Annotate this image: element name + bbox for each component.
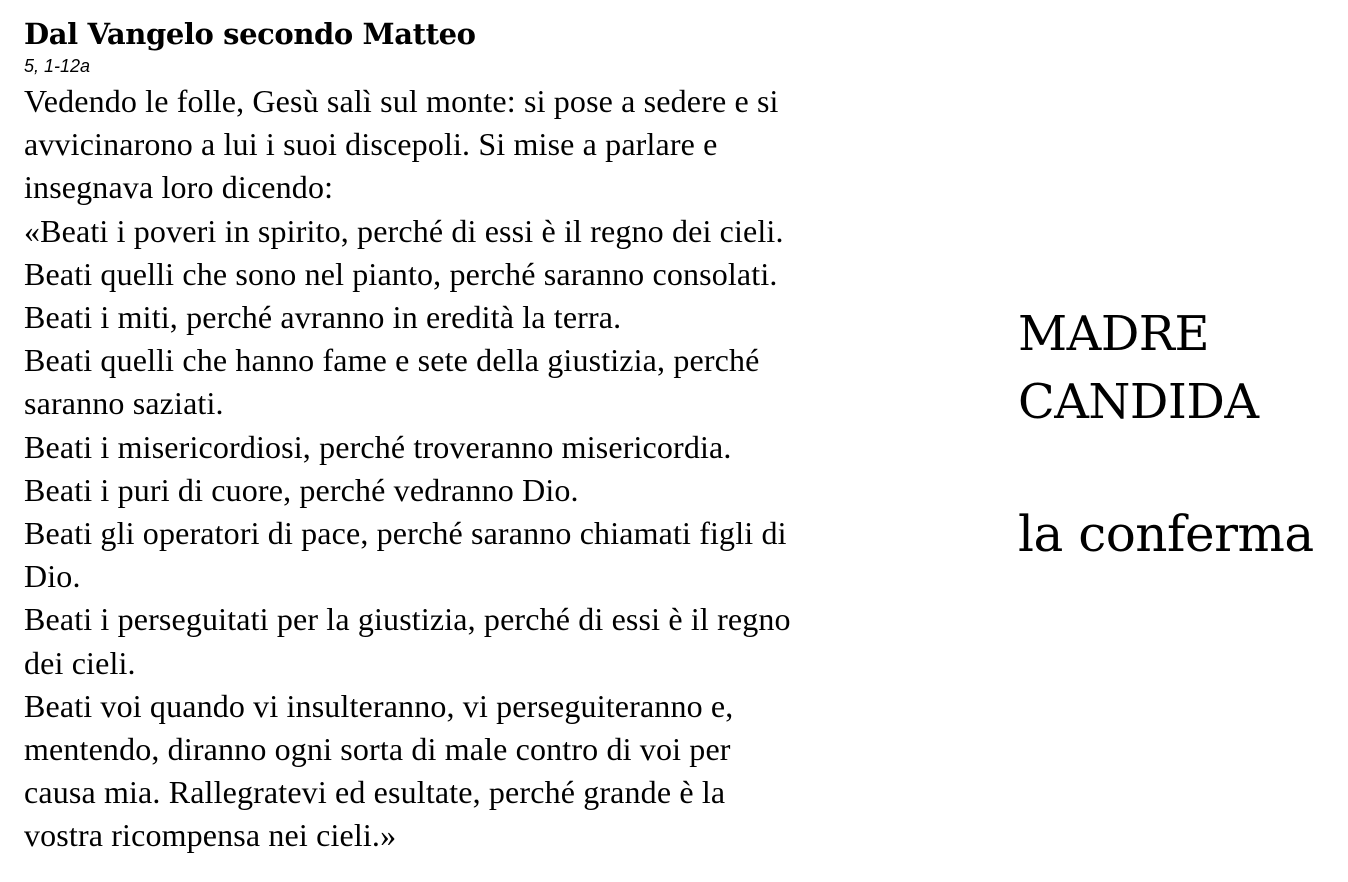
caption-event: la conferma bbox=[1018, 505, 1314, 563]
verse-line: Beati i perseguitati per la giustizia, perché di essi è il regno bbox=[24, 601, 791, 638]
verse-line: Dio. bbox=[24, 558, 81, 595]
verse-line: mentendo, diranno ogni sorta di male contro di voi per bbox=[24, 731, 731, 768]
verse-line: Beati i puri di cuore, perché vedranno Dio. bbox=[24, 471, 579, 508]
verse-line: Beati quelli che sono nel pianto, perché saranno consolati. bbox=[24, 255, 778, 292]
reading-reference: 5, 1-12a bbox=[24, 56, 91, 76]
verse-line: Beati i misericordiosi, perché troveranno misericordia. bbox=[24, 428, 732, 465]
verse-list bbox=[24, 80, 954, 858]
caption-name-line-2: CANDIDA bbox=[1018, 374, 1259, 430]
verse-line: saranno saziati. bbox=[24, 385, 224, 422]
gospel-reading bbox=[24, 14, 954, 858]
verse-line: Vedendo le folle, Gesù salì sul monte: si pose a sedere e si bbox=[24, 83, 779, 119]
verse-line: Beati i miti, perché avranno in eredità la terra. bbox=[24, 299, 622, 336]
verse-line: «Beati i poveri in spirito, perché di essi è il regno dei cieli. bbox=[24, 212, 784, 249]
verse-line: insegnava loro dicendo: bbox=[24, 169, 334, 206]
verse-line: dei cieli. bbox=[24, 644, 136, 681]
sidebar-caption bbox=[1018, 300, 1338, 564]
verse-line: Beati quelli che hanno fame e sete della giustizia, perché bbox=[24, 342, 760, 379]
caption-name-line-1: MADRE bbox=[1018, 306, 1209, 362]
verse-line: Beati voi quando vi insulteranno, vi perseguiteranno e, bbox=[24, 687, 734, 724]
verse-line: Beati gli operatori di pace, perché saranno chiamati figli di bbox=[24, 515, 787, 552]
verse-line: avvicinarono a lui i suoi discepoli. Si mise a parlare e bbox=[24, 126, 718, 163]
verse-line: causa mia. Rallegratevi ed esultate, perché grande è la bbox=[24, 774, 726, 811]
reading-title: Dal Vangelo secondo Matteo bbox=[24, 17, 476, 51]
verse-line: vostra ricompensa nei cieli.» bbox=[24, 817, 397, 854]
